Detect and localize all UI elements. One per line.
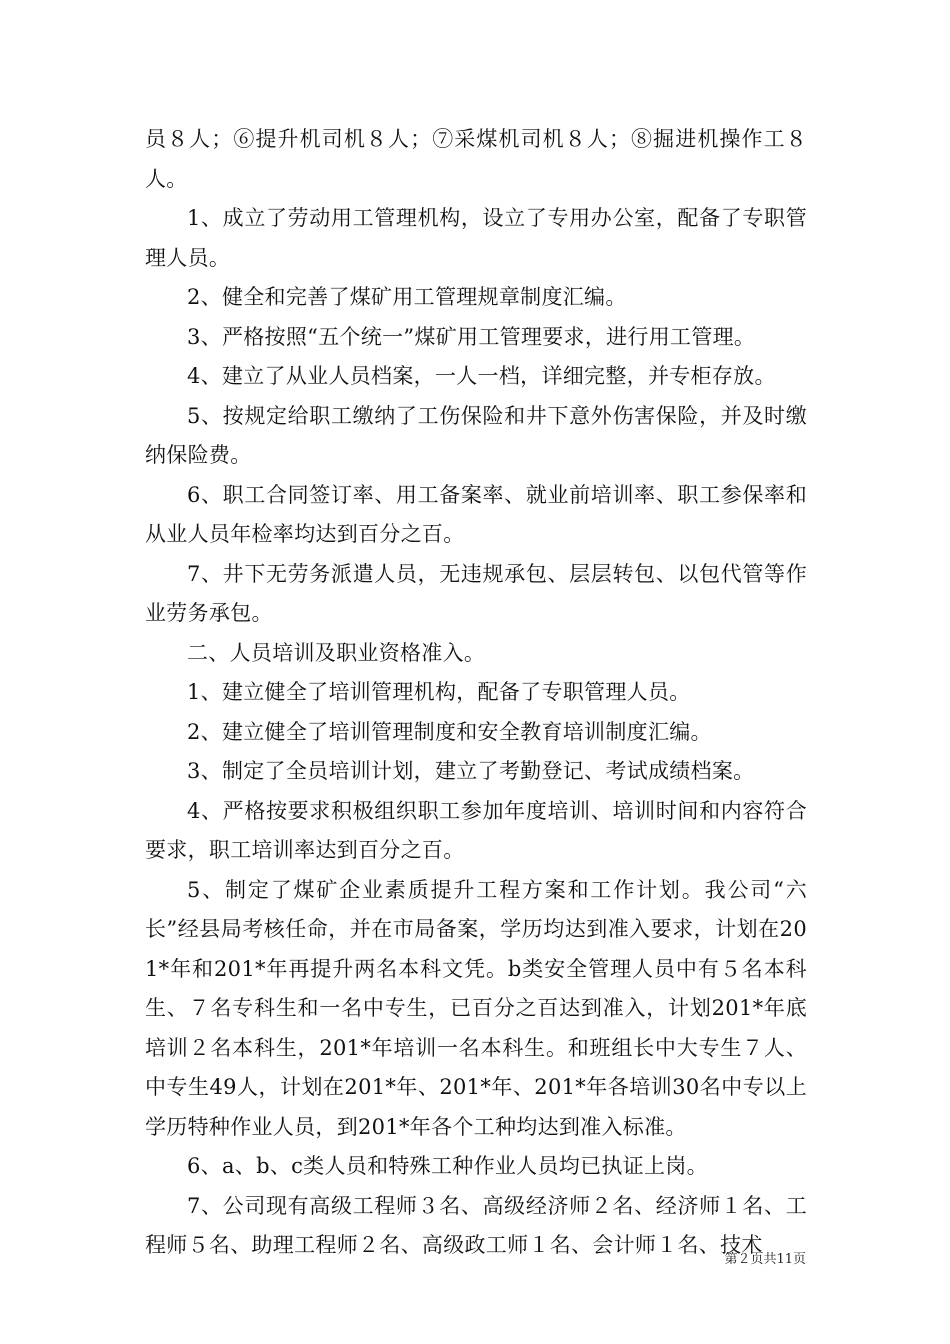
paragraph: 4、建立了从业人员档案，一人一档，详细完整，并专柜存放。 [187,364,776,388]
paragraph-continuation: 员８人；⑥提升机司机８人；⑦采煤机司机８人；⑧掘进机操作工８人。 [145,127,807,191]
section-heading: 二、人员培训及职业资格准入。 [187,640,486,665]
paragraph: 4、严格按要求积极组织职工参加年度培训、培训时间和内容符合要求，职工培训率达到百分之百。 [145,798,807,862]
paragraph: 7、井下无劳务派遣人员，无违规承包、层层转包、以包代管等作业劳务承包。 [145,561,807,625]
paragraph: 7、公司现有高级工程师３名、高级经济师２名、经济师１名、工程师５名、助理工程师２名、高级政工师１名、会计师１名、技术 [145,1193,807,1257]
paragraph: 5、制定了煤矿企业素质提升工程方案和工作计划。我公司“六长”经县局考核任命，并在市局备案，学历均达到准入要求，计划在201*年和201*年再提升两名本科文凭。b类安全管理人员中有５名本科生、７名专科生和一名中专生，已百分之百达到准入，计划201*年底培训２名本科生，201*年培训一名本科生。和班组长中大专生７人、中专生49人，计划在201*年、201*年、201*年各培训30名中专以上学历特种作业人员，到201*年各个工种均达到准入标准。 [145,877,807,1139]
paragraph: 1、成立了劳动用工管理机构，设立了专用办公室，配备了专职管理人员。 [145,206,807,270]
page-number-footer: 第２页共11页 [724,1252,806,1267]
paragraph: 3、严格按照“五个统一”煤矿用工管理要求，进行用工管理。 [187,324,756,349]
paragraph: 3、制定了全员培训计划，建立了考勤登记、考试成绩档案。 [187,759,755,783]
document-body [145,120,807,1266]
paragraph: 1、建立健全了培训管理机构，配备了专职管理人员。 [187,680,691,704]
paragraph: 5、按规定给职工缴纳了工伤保险和井下意外伤害保险，并及时缴纳保险费。 [145,403,807,467]
paragraph: 2、建立健全了培训管理制度和安全教育培训制度汇编。 [187,719,712,744]
paragraph: 6、a、b、c类人员和特殊工种作业人员均已执证上岗。 [187,1154,708,1178]
paragraph: 2、健全和完善了煤矿用工管理规章制度汇编。 [187,285,627,309]
paragraph: 6、职工合同签订率、用工备案率、就业前培训率、职工参保率和从业人员年检率均达到百分之百。 [145,482,807,546]
